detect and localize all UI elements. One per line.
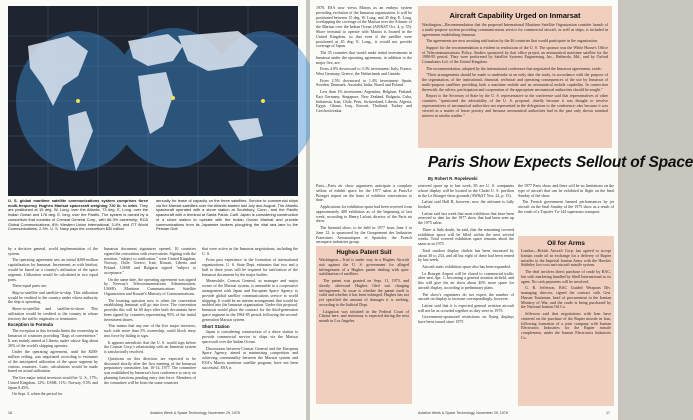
paragraph: Shore-to-satellite and satellite-to-shore. This utilization would be credited to the country in whose territory the traffic originates or terminates. bbox=[8, 305, 98, 321]
article-byline: By Robert R. Ropelewski bbox=[428, 176, 478, 181]
page-number: 16 bbox=[8, 411, 12, 415]
subheading: Exception to Formula bbox=[8, 322, 53, 328]
paragraph: The biennial show, to be held in 1977 from June 3 to June 12, is sponsored by the Groupement des Industries Francaises Aeronautiques et Spatiales, the French aerospace industries group. bbox=[316, 224, 412, 245]
paragraph: Washington—Recommendation that the proposed International Maritime Satellite Organization consider launch of a multi-purpose system providing communications service for commercial aircraft, as well as ships, is included in agreements establishing Inmarsat. bbox=[422, 22, 608, 37]
right-page bbox=[310, 0, 693, 420]
paragraph: Jefferson said that negotiations with Iran have centered on the purchase of the Rapier missile in Iran, following formation of a joint company with Iranian Electronics Industries for the Rapier missile complement, under the Iranian Electronics Industries Co. bbox=[521, 310, 611, 340]
sidebar-body bbox=[422, 23, 608, 145]
left-page bbox=[0, 0, 306, 420]
figure-caption-lead: U. S. global maritime satellite communications system comprises three multi-frequency Hughes Marisat spacecraft weighing 720 lb. in orbit. bbox=[8, 198, 148, 208]
folio-line: Aviation Week & Space Technology, November 29, 1976 bbox=[418, 411, 508, 415]
left-column-2 bbox=[104, 247, 196, 405]
sidebar-hughes-patent bbox=[316, 246, 412, 404]
paragraph: Aircraft static exhibition space also has been expanded. bbox=[422, 263, 511, 269]
paragraph: There is little doubt, he said, that the remaining covered exhibition space will be filled within the next several weeks. Total covered exhibition space remains about the same as in 1975. bbox=[418, 226, 514, 247]
paragraph: reserved space up to last week, 85 are U. S. companies whose display will be located in the Chalet U. S. pavilion in the Le Bourget show grounds (AW&ST Nov. 22, p. 15). bbox=[418, 183, 514, 198]
paragraph: On Sept. 3, when the period for bbox=[12, 391, 63, 397]
paragraph: This means that any one of the five major investors, such with more than 5% ownership, could block entry into force by failing to sign. bbox=[104, 323, 196, 338]
paragraph: Le Bourget Airport will be closed to commercial traffic after next Apr. 1, becoming a general aviation airfield, and this will give the air show about 40% more space for aircraft display, according to preliminary plans. bbox=[418, 270, 514, 290]
folio-line: Aviation Week & Space Technology, November 29, 1976 bbox=[150, 411, 240, 415]
subheading: Short Station bbox=[202, 323, 230, 329]
sidebar-title: Hughes Patent Suit bbox=[336, 250, 392, 256]
paragraph: The show's organizers do not expect the number of aircraft on display to increase correspondingly, however. bbox=[418, 291, 514, 302]
right-column-1-top bbox=[316, 6, 412, 148]
paragraph: The exception to this formula limits the ownership in Inmarsat of countries providing "flags of convenience." It was mainly aimed at Liberia, under whose flag about 20% of the world's shipping operates. bbox=[8, 328, 98, 348]
paragraph: The patent was granted on Sept. 11, 1973, and shortly afterward Hughes filed suit charging infringement. At issue is whether the patent itself is valid and whether it has been infringed. Hughes has not yet specified the amount of damages it is seeking, according to the Judicial Dept. bbox=[319, 277, 409, 307]
paragraph: It appears unrealistic that the U. S. would sign before the Comsat Corp.'s relationship with an Inmarsat system is satisfactorily resolved. bbox=[104, 339, 196, 355]
paragraph: London—British Aircraft Corp. has agreed to accept Iranian crude oil in exchange for a delivery of Rapier missiles to the Imperial Iranian Army with the Hawker Siddeley low-cost anti-aircraft missile system. bbox=[521, 248, 611, 268]
paragraph: The looming question now is when the convention establishing Inmarsat will go into force. The convention provides this will be 60 days after both documents have been signed by countries representing 95% of the initial investment shares. bbox=[104, 297, 196, 322]
paragraph: The French government banned performances by jet aircraft on the final Sunday of the 1975 show as a result of the crash of a Tupolev Tu-144 supersonic transport. bbox=[518, 199, 614, 214]
paragraph: by a decisive general, world implementation of the system. bbox=[8, 246, 98, 256]
paragraph: Litigation was initiated in the Federal Court of Claims here, and testimony is expected during the next month in Los Angeles. bbox=[319, 308, 409, 324]
paragraph: The deal involves direct purchase of crude by BAC, but with marketing handled by Shell International as its agent. No cash payments will be involved. bbox=[521, 268, 611, 284]
paragraph: The agreements are now awaiting ratification by the 46 countries that would participate in the organization. bbox=[426, 38, 598, 44]
sidebar-title: Oil for Arms bbox=[547, 240, 585, 247]
paragraph: The 35 countries that would make initial investments in Inmarsat under the operating agreement, in addition to the major five, are: bbox=[316, 49, 412, 65]
paragraph: 1978. ESA now views Marots as an embryo system providing evolution of the Inmarsat organization. It will be positioned between 15 deg. W. Long. and 45 deg. E. Long. overlapping the coverage of the Marisat over the Atlantic of the Marisat over the Indian Ocean (AW&ST Oct. 4, p. 55). Shore terminal to operate with Marots is located in the United Kingdom, so that even if the satellite were positioned at 45 deg. E. Long., it would not provide coverage of Japan. bbox=[316, 5, 412, 49]
paragraph: Lafont said Hall B, however, now the airframe is fully booked. bbox=[418, 199, 514, 209]
figure-caption-continued: annually for lease of capacity on the three satellites. Service to commercial ships via the Marisat satellites over the Atlantic started last July and August. The Atlantic spacecraft operated with a shore station at Southbury, Conn., and the Pacific spacecraft with a terminal at Santa Paula, Calif. Japan is considering construction of a shore station to operate with the Indian Ocean Marisat and provide communications from its Japanese tankers ploughing the vital sea lane to the Persian Gulf. bbox=[156, 198, 298, 232]
paragraph: Japan is considering construction of a shore station to provide commercial service to ships via the Marisat spacecraft over the Indian Ocean. bbox=[202, 329, 298, 344]
right-column-1-bottom bbox=[316, 183, 412, 245]
paragraph: Meanwhile, Comsat General, as manager and major owner of the Marisat system, is amenable to a cooperative arrangement with Japan and European Space Agency to provide global satellite communications service to world shipping. It could be an interim arrangement that would be molded into the Inmarsat organization. Under this proposal, Inmarsat would place the contract for the third-generation space segment in the 1984-85 period, following the second-generation Marisat system. bbox=[202, 278, 298, 322]
paragraph: Discussions between Comsat General and the European Space Agency, aimed at minimizing competition and achieving commonality between the Marisat system and ESA's Marots maritime satellite program, have not been successful. ESA is bbox=[202, 345, 298, 370]
paragraph: Paris—Paris air show organizers anticipate a complete sellout of exhibit space for the 1977 salon at Paris/Le Bourget airport on the basis of exhibitor reservations to date. bbox=[316, 183, 412, 203]
paragraph: Applications for exhibition space had been received from approximately 400 exhibitors as of the beginning of last week, according to Henry Lafont, director of the Paris air show. bbox=[316, 203, 412, 224]
right-column-2 bbox=[418, 184, 514, 406]
sidebar-body bbox=[521, 249, 611, 401]
paragraph: Under the operating agreement, until the $200-million ceiling, was negotiated according to estimates of the anticipated utilization of the space segment by various countries. Later, calculations would be made based on actual utilization. bbox=[8, 349, 98, 374]
paragraph: These equal parts are: bbox=[12, 283, 47, 289]
paragraph: G. R. Jefferson, BAC Guided Weapons Div. managing director, signed the contract with Gen. Hassan Toufanian, head of procurement in the Iranian Ministry of War, and the crude is being purchased by the National Iranian Oil Co. bbox=[521, 285, 611, 310]
paragraph: Government-sponsored restrictions on flying displays have been issued since 1975 bbox=[418, 314, 514, 325]
right-column-3-top bbox=[518, 184, 614, 228]
paragraph: Report to the Secretary of State by the U. S. representative to the conference said that representatives of other countries "questioned the advisability of the U. S. proposal, chiefly because it was thought to involve representatives of aeronautical authorities not represented in the delegations to the conference; also because it was viewed as a matter of lesser priority and because aeronautical authorities had in the past only shown nominal interest in similar studies." bbox=[422, 93, 608, 118]
paragraph: The operating agreement sets an initial $200-million capitalization for Inmarsat. Investment, as with Intelsat, would be based on a country's utilization of the space segment. Utilization would be calculated in two equal parts. bbox=[8, 257, 98, 282]
paragraph: Questions on this direction are expected to be discussed shortly after the first meeting of the Inmarsat preparatory committee, Jan. 10-14, 1977. The committee was established by Inmarsat's host conference to carry on planning functions pending entry into force. Members of the committee will be from the same countries bbox=[104, 355, 196, 385]
paragraph: the 1977 Paris show, and there will be no limitations on the type of aircraft that can be exhibited in flight on the final Sunday of the show. bbox=[518, 183, 614, 198]
paragraph: From past experience in the formation of international organizations, U. S. State Dept. estimates that two and a half to three years will be required for ratification of the Inmarsat documents by the major bodies. bbox=[202, 257, 298, 277]
paragraph: Lafont said that it is expected general aviation aircraft will not be as crowded together as they were in 1975. bbox=[418, 302, 514, 313]
paragraph: Lafont said last week that most exhibitors that have been reserved to date for the 1977 show that had been seen up the 1975 salon. bbox=[418, 210, 514, 226]
page-number: 17 bbox=[606, 411, 610, 415]
paragraph: Ship-to-satellite and satellite-to-ship. This utilization would be credited to the country under whose authority the ship is operating. bbox=[8, 289, 98, 305]
paragraph: Less than 1% investment: Argentina, Belgium, Finland, East Germany, Singapore, New Zealand, Bulgaria, Cuba, Indonesia, Iran, Chile, Peru, Switzerland, Liberia, Algeria, Egypt, Ghana, Iraq, Kuwait, Thailand, Turkey and Czechoslovakia. bbox=[316, 88, 412, 114]
paragraph: On the same date, the operating agreement was signed by Norway's Telecommunications Administration, USSR's Maritime Communications Satellite Organization and Kuwait's Ministry of Communications. bbox=[104, 276, 196, 296]
paragraph: The five major initial investors would be: U. S., 17%; United Kingdom, 12%; USSR, 11%; Norway, 9.5% and Japan 8.45%. bbox=[8, 374, 98, 390]
sidebar-oil-for-arms bbox=[518, 236, 614, 406]
world-map-graphic bbox=[8, 6, 298, 196]
figure-caption-left bbox=[8, 199, 148, 243]
paragraph: From 2.5% downward to 1.4% investment: Spain, Sweden, Denmark, Australia, India, Brazil and Poland. bbox=[316, 77, 412, 88]
sidebar-title: Aircraft Capability Urged on Inmarsat bbox=[449, 11, 581, 20]
sidebar-body bbox=[319, 258, 409, 400]
paragraph: "Their arrangements should be made to undertake at an early date the study, in accordance with the purpose of the organization, of the institutional, financial, technical and operating consequences of the use by Inmarsat of multi-purpose satellites providing both a maritime mobile and an aeronautical mobile capability. In connection therewith, the advice, participation and cooperation of the appropriate aeronautical authorities should be sought." bbox=[422, 72, 608, 92]
left-column-1 bbox=[8, 247, 98, 405]
paragraph: Support for the recommendation is evident in resolutions of the U. S. The sponsor was the White House's Office of Telecommunications Policy. Studies sponsored by that office project an aeronautical maritime satellite for the 1980-85 period. They were performed by Satellite Systems Engineering, Inc., Bethesda, Md., and by Oxford Consultants Ltd. of the United Kingdom. bbox=[422, 44, 608, 65]
paragraph: Total outdoor display chalets has been increased by about 30 to 234, and all but eight of these had been rented by last week. bbox=[418, 247, 514, 263]
sidebar-aircraft-capability bbox=[418, 6, 612, 148]
paragraph: From 4.0% downward to 3.3% investment: Italy, France, West Germany, Greece, the Netherlands and Canada. bbox=[316, 66, 412, 76]
left-column-3 bbox=[202, 247, 298, 405]
paragraph: Washington—Trial is under way in a Hughes Aircraft suit against the U. S. government for alleged infringement of a Hughes patent dealing with spin-stabilization of satellites. bbox=[319, 257, 409, 277]
figure-caption-rest: They are positioned at 15 deg. W. Long. over the Atlantic, 73 deg. E. Long. over the Indian Ocean and 176 deg. E. long. over the Pacific. The system is owned by a consortium that consists of Comsat General Corp., with 86.3% ownership; RCA Global Communications, 8%; Western Union International, 3.4%, and ITT World Communications, 2.3%. U. S. Navy pays the consortium $30 million bbox=[8, 202, 148, 232]
article-headline: Paris Show Expects Sellout of Space bbox=[428, 154, 693, 171]
satellite-coverage-map bbox=[8, 6, 298, 196]
paragraph: that were active in the Inmarsat negotiations, including the U. S. bbox=[202, 246, 298, 256]
figure-caption-right bbox=[156, 199, 298, 243]
paragraph: Inmarsat document signatures opened, 10 countries signed the convention with reservations. Signing with the notation, "subject to ratification," were United Kingdom, Norway, Chile, Greece, Iran, Kuwait, Liberia and Poland. USSR and Bulgaria signed "subject to acceptance." bbox=[104, 246, 196, 275]
paragraph: The recommendation, adopted by the international conference that negotiated the Inmarsat agreements, reads: bbox=[426, 65, 602, 71]
